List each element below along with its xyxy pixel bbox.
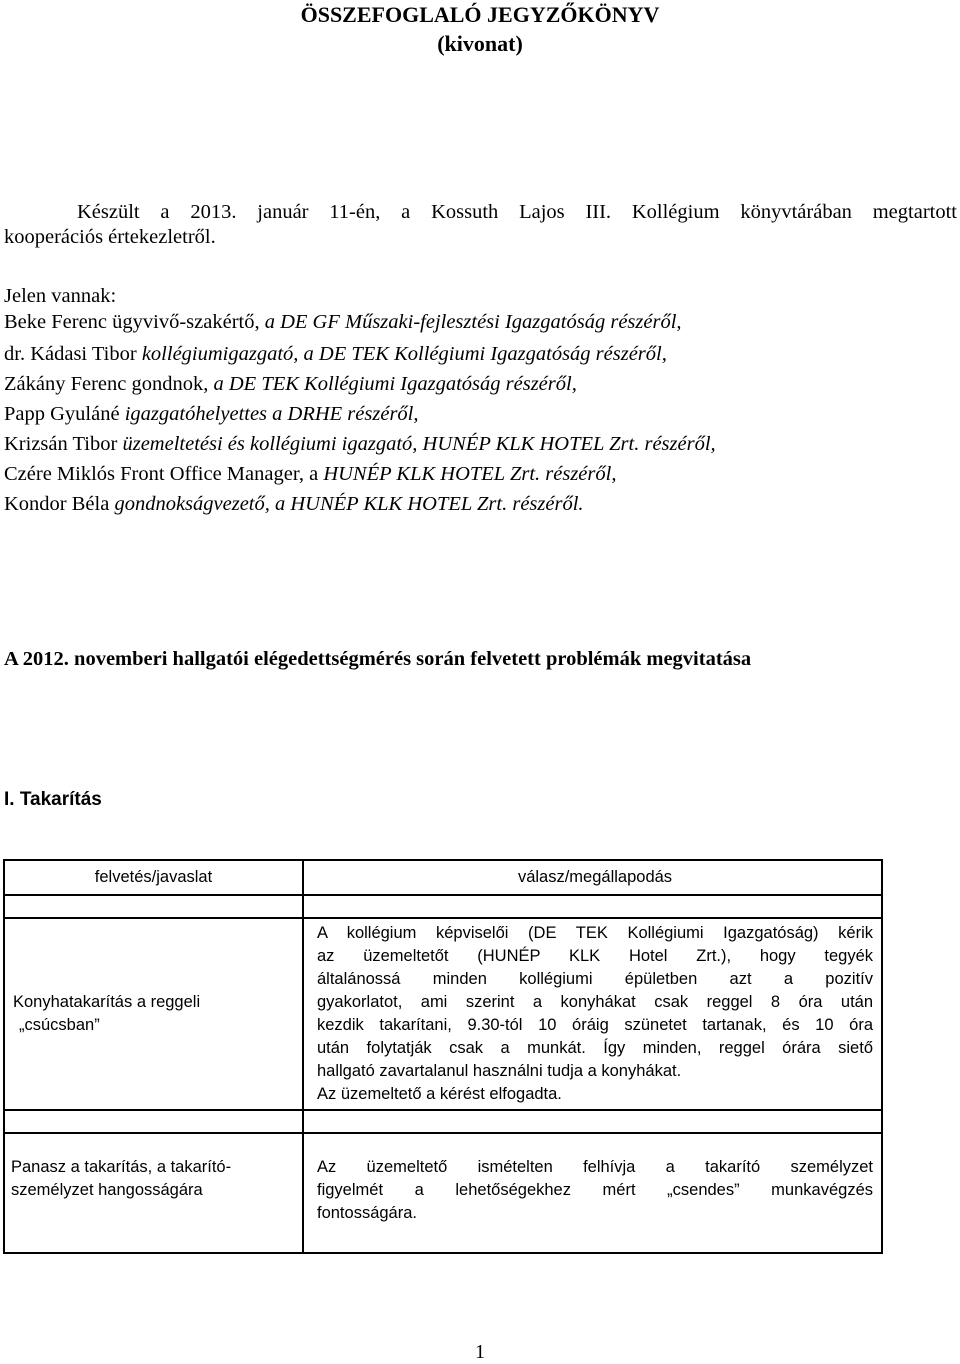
- response-text: Az üzemeltető a kérést elfogadta.: [317, 1085, 562, 1103]
- attendee-line: dr. Kádasi Tibor kollégiumigazgató, a DE TEK Kollégiumi Igazgatóság részéről,: [4, 343, 667, 365]
- intro-line-2: kooperációs értekezletről.: [4, 226, 216, 248]
- response-text: figyelmét a lehetőségekhez mért „csendes” munkavégzés: [317, 1181, 873, 1199]
- response-text: Az üzemeltető ismételten felhívja a takarító személyzet: [317, 1158, 873, 1176]
- table-header-row: [4, 860, 882, 895]
- response-cell: [303, 918, 882, 1110]
- response-text: után folytatják csak a munkát. Így minden, reggel órára siető: [317, 1039, 873, 1057]
- table-spacer-row: [4, 1110, 882, 1133]
- topic-heading: A 2012. novemberi hallgatói elégedettségmérés során felvetett problémák megvitatása: [4, 648, 752, 670]
- attendee-line: Zákány Ferenc gondnok, a DE TEK Kollégiumi Igazgatóság részéről,: [4, 373, 577, 395]
- response-text: általánossá minden kollégiumi épületben azt a pozitív: [317, 970, 873, 988]
- response-text: az üzemeltetőt (HUNÉP KLK Hotel Zrt.), hogy tegyék: [317, 947, 873, 965]
- table-spacer-row: [4, 895, 882, 918]
- proposal-cell: [4, 1133, 303, 1253]
- table-row: [4, 918, 882, 1110]
- column-header-proposal: felvetés/javaslat: [4, 860, 303, 895]
- minutes-table: [3, 859, 883, 1254]
- attendee-line: Krizsán Tibor üzemeltetési és kollégiumi igazgató, HUNÉP KLK HOTEL Zrt. részéről,: [4, 433, 716, 455]
- column-header-response: válasz/megállapodás: [303, 860, 882, 895]
- proposal-cell: [4, 918, 303, 1110]
- section-heading: I. Takarítás: [4, 789, 102, 810]
- proposal-text: Panasz a takarítás, a takarító-: [11, 1158, 232, 1176]
- response-cell: [303, 1133, 882, 1253]
- response-text: hallgató zavartalanul használni tudja a konyhákat.: [317, 1062, 682, 1080]
- proposal-text: „csúcsban”: [19, 1016, 100, 1034]
- attendee-line: Czére Miklós Front Office Manager, a HUNÉP KLK HOTEL Zrt. részéről,: [4, 463, 617, 485]
- proposal-text: személyzet hangosságára: [11, 1181, 203, 1199]
- response-text: A kollégium képviselői (DE TEK Kollégiumi Igazgatóság) kérik: [317, 924, 873, 942]
- response-text: fontosságára.: [317, 1204, 417, 1222]
- attendee-line: Papp Gyuláné igazgatóhelyettes a DRHE részéről,: [4, 403, 419, 425]
- proposal-text: Konyhatakarítás a reggeli: [13, 993, 201, 1011]
- response-text: kezdik takarítani, 9.30-tól 10 óráig szünetet tartanak, és 10 óra: [317, 1016, 873, 1034]
- attendee-line: Kondor Béla gondnokságvezető, a HUNÉP KLK HOTEL Zrt. részéről.: [4, 493, 584, 515]
- response-text: gyakorlatot, ami szerint a konyhákat csak reggel 8 óra után: [317, 993, 873, 1011]
- page-number: 1: [475, 1341, 485, 1363]
- intro-line-1: Készült a 2013. január 11-én, a Kossuth Lajos III. Kollégium könyvtárában megtartott: [77, 201, 957, 223]
- table-row: [4, 1133, 882, 1253]
- document-subtitle: (kivonat): [437, 31, 523, 56]
- document-title: ÖSSZEFOGLALÓ JEGYZŐKÖNYV: [300, 2, 660, 27]
- attendee-line: Beke Ferenc ügyvivő-szakértő, a DE GF Műszaki-fejlesztési Igazgatóság részéről,: [4, 311, 682, 333]
- attendees-heading: Jelen vannak:: [4, 285, 117, 307]
